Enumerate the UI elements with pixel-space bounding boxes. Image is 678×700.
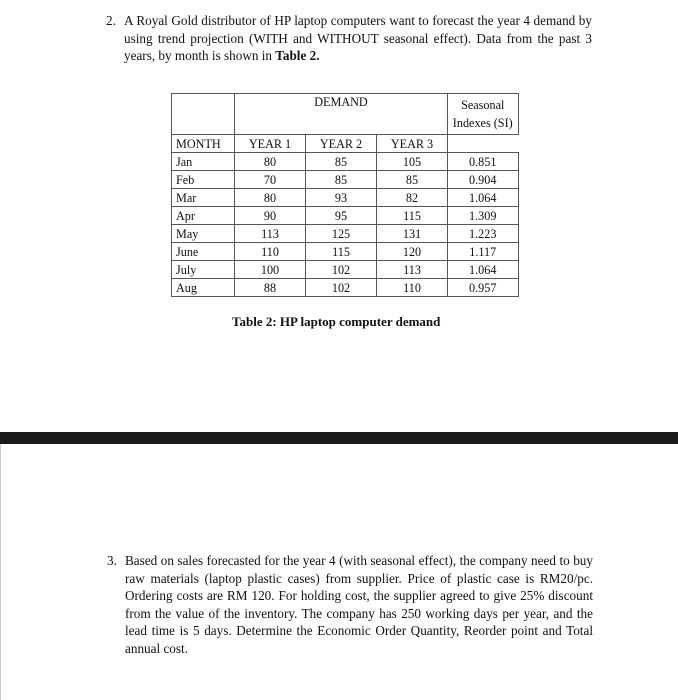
column-header-year3: YEAR 3 (377, 135, 448, 153)
cell-y1: 80 (235, 153, 306, 171)
cell-month: Feb (172, 171, 235, 189)
table-row (172, 225, 519, 243)
cell-y3: 85 (377, 171, 448, 189)
column-header-year1: YEAR 1 (235, 135, 306, 153)
cell-y3: 113 (377, 261, 448, 279)
cell-y2: 102 (306, 261, 377, 279)
table-caption: Table 2: HP laptop computer demand (232, 314, 441, 329)
cell-y2: 85 (306, 153, 377, 171)
cell-y1: 80 (235, 189, 306, 207)
cell-y2: 95 (306, 207, 377, 225)
question-2-number: 2. (106, 13, 116, 28)
cell-y3: 120 (377, 243, 448, 261)
question-3-text: Based on sales forecasted for the year 4 (with seasonal effect), the company need to buy raw materials (laptop plastic cases) from supplier. Price of plastic case is RM20/pc. Ordering costs are RM 120. For holding cost, the supplier agreed to give 25% discount from the value of the inventory. The company has 250 working days per year, and the lead time is 5 days. Determine the Economic Order Quantity, Reorder point and Total annual cost. (125, 553, 593, 656)
cell-month: Mar (172, 189, 235, 207)
demand-header: DEMAND (235, 94, 448, 135)
cell-y1: 113 (235, 225, 306, 243)
demand-table (171, 93, 519, 297)
cell-month: Jan (172, 153, 235, 171)
page-divider (0, 432, 678, 444)
table-row (172, 207, 519, 225)
cell-y1: 70 (235, 171, 306, 189)
cell-si: 1.223 (448, 225, 519, 243)
column-header-month: MONTH (172, 135, 235, 153)
cell-month: June (172, 243, 235, 261)
question-3 (107, 552, 593, 658)
table-row (172, 153, 519, 171)
table-row (172, 171, 519, 189)
table-row (172, 189, 519, 207)
cell-si: 1.064 (448, 189, 519, 207)
cell-y2: 102 (306, 279, 377, 297)
document-page-bottom (0, 444, 678, 700)
cell-y3: 110 (377, 279, 448, 297)
cell-y3: 82 (377, 189, 448, 207)
cell-month: July (172, 261, 235, 279)
cell-y1: 90 (235, 207, 306, 225)
table-row (172, 279, 519, 297)
cell-y3: 105 (377, 153, 448, 171)
cell-y2: 115 (306, 243, 377, 261)
question-3-number: 3. (107, 553, 117, 568)
cell-y1: 110 (235, 243, 306, 261)
cell-month: Apr (172, 207, 235, 225)
cell-y3: 115 (377, 207, 448, 225)
question-2-table-ref: Table 2. (275, 48, 320, 64)
cell-y1: 100 (235, 261, 306, 279)
cell-si: 0.904 (448, 171, 519, 189)
cell-month: Aug (172, 279, 235, 297)
question-2-text: A Royal Gold distributor of HP laptop computers want to forecast the year 4 demand by using trend projection (WITH and WITHOUT seasonal effect). Data from the past 3 years, by month is shown in (124, 13, 592, 64)
cell-si: 1.309 (448, 207, 519, 225)
cell-y2: 125 (306, 225, 377, 243)
table-row (172, 261, 519, 279)
cell-y2: 93 (306, 189, 377, 207)
cell-month: May (172, 225, 235, 243)
cell-si: 1.064 (448, 261, 519, 279)
column-header-year2: YEAR 2 (306, 135, 377, 153)
cell-y3: 131 (377, 225, 448, 243)
si-header: Seasonal Indexes (SI) (448, 94, 519, 135)
cell-si: 0.851 (448, 153, 519, 171)
cell-y2: 85 (306, 171, 377, 189)
cell-si: 0.957 (448, 279, 519, 297)
cell-y1: 88 (235, 279, 306, 297)
table-row (172, 243, 519, 261)
question-2 (106, 12, 592, 65)
cell-si: 1.117 (448, 243, 519, 261)
